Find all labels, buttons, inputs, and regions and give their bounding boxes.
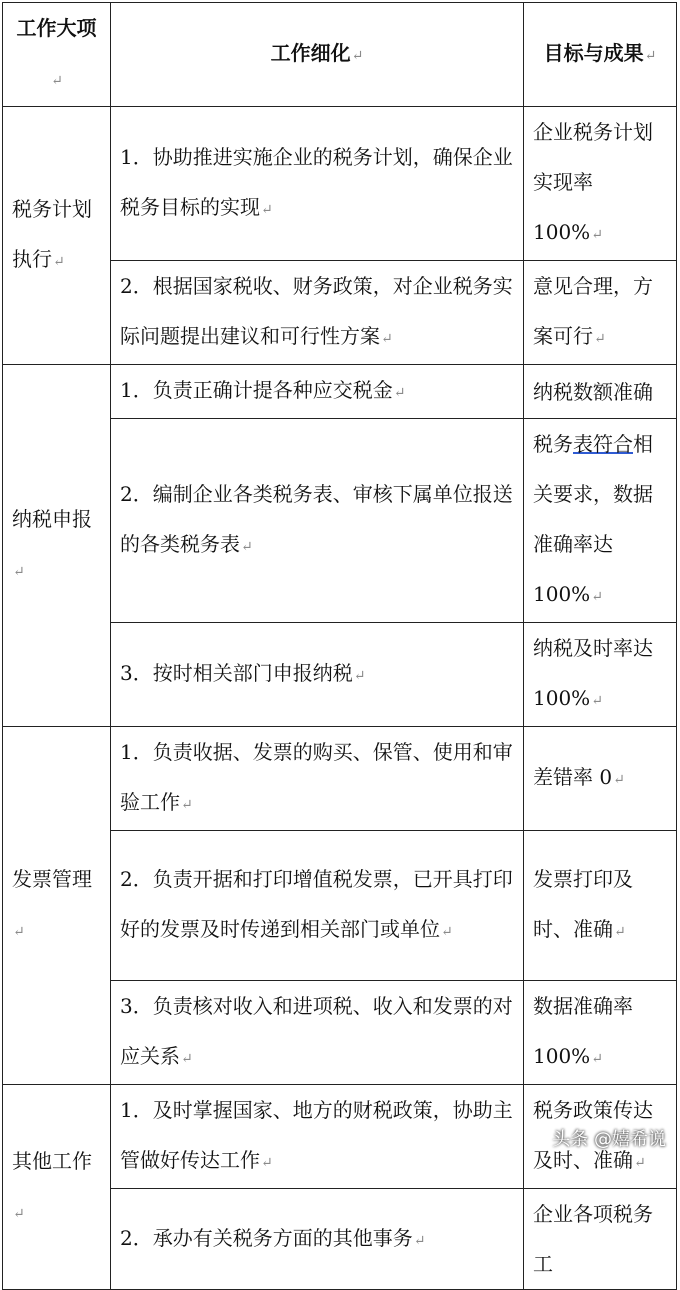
detail-cell: 2．负责开据和打印增值税发票，已开具打印好的发票及时传递到相关部门或单位↵ [111, 831, 524, 981]
goal-cell: 发票打印及时、准确↵ [524, 831, 677, 981]
category-cell: 税务计划执行↵ [3, 107, 111, 365]
table-row [3, 107, 677, 261]
goal-cell: 纳税数额准确 [524, 365, 677, 419]
detail-cell: 3．负责核对收入和进项税、收入和发票的对应关系↵ [111, 981, 524, 1085]
header-goal: 目标与成果↵ [524, 3, 677, 107]
detail-cell: 1．及时掌握国家、地方的财税政策，协助主管做好传达工作↵ [111, 1085, 524, 1189]
detail-cell: 2．承办有关税务方面的其他事务↵ [111, 1189, 524, 1290]
header-detail: 工作细化↵ [111, 3, 524, 107]
header-row [3, 3, 677, 107]
goal-cell: 差错率 0↵ [524, 727, 677, 831]
detail-cell: 1．协助推进实施企业的税务计划，确保企业税务目标的实现↵ [111, 107, 524, 261]
category-cell: 纳税申报↵ [3, 365, 111, 727]
category-cell: 发票管理↵ [3, 727, 111, 1085]
detail-cell: 2．编制企业各类税务表、审核下属单位报送的各类税务表↵ [111, 419, 524, 623]
tax-duties-table [2, 2, 677, 1290]
goal-cell: 企业税务计划实现率 100%↵ [524, 107, 677, 261]
detail-cell: 3．按时相关部门申报纳税↵ [111, 623, 524, 727]
goal-cell: 税务政策传达及时、准确↵ [524, 1085, 677, 1189]
watermark: 头条 @嬉希说 [552, 1129, 666, 1150]
detail-cell: 1．负责收据、发票的购买、保管、使用和审验工作↵ [111, 727, 524, 831]
detail-cell: 2．根据国家税收、财务政策，对企业税务实际问题提出建议和可行性方案↵ [111, 261, 524, 365]
table-row [3, 727, 677, 831]
table-row [3, 365, 677, 419]
detail-cell: 1．负责正确计提各种应交税金↵ [111, 365, 524, 419]
goal-cell: 企业各项税务工 [524, 1189, 677, 1290]
goal-cell: 税务表符合相关要求，数据准确率达 100%↵ [524, 419, 677, 623]
header-category: 工作大项↵ [3, 3, 111, 107]
goal-cell: 意见合理，方案可行↵ [524, 261, 677, 365]
goal-cell: 数据准确率 100%↵ [524, 981, 677, 1085]
category-cell: 其他工作↵ [3, 1085, 111, 1290]
goal-cell: 纳税及时率达 100%↵ [524, 623, 677, 727]
